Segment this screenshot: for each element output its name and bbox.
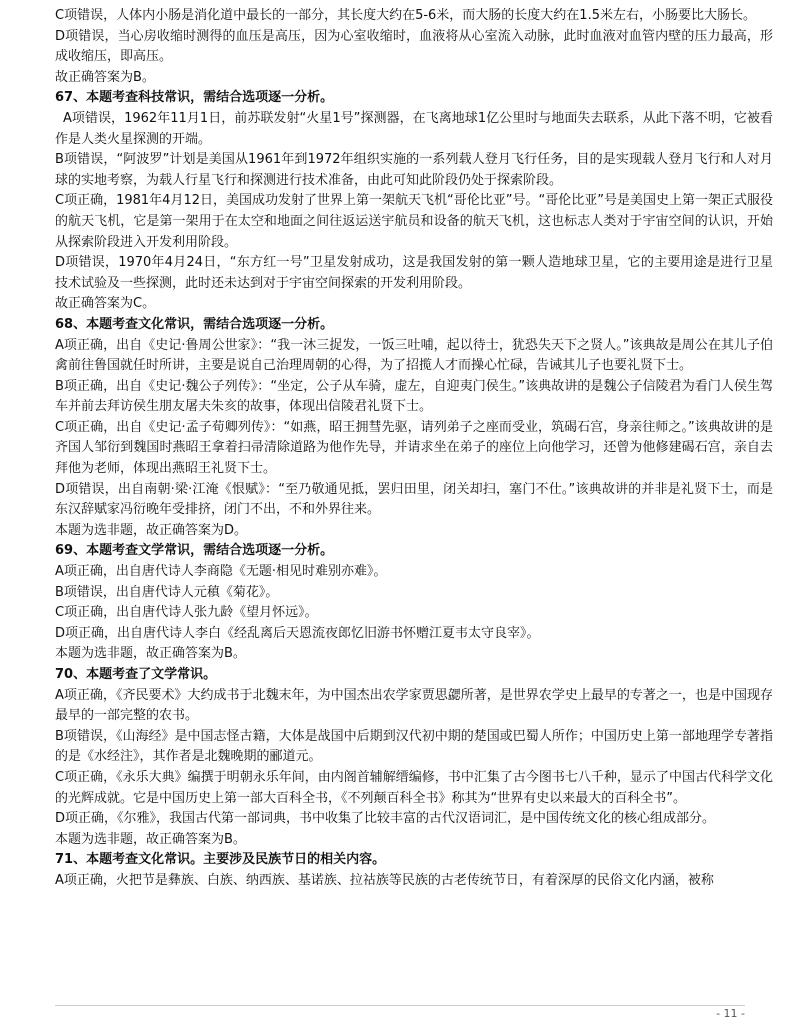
document-body [55, 6, 773, 892]
paragraph: B项错误，《山海经》是中国志怪古籍，大体是战国中后期到汉代初中期的楚国或巴蜀人所作；中国历史上第一部地理学专著指的是《水经注》，其作者是北魏晚期的郦道元。 [55, 728, 773, 765]
paragraph: D项错误，当心房收缩时测得的血压是高压，因为心室收缩时，血液将从心室流入动脉，此时血液对血管内壁的压力最高，形成收缩压，即高压。 [55, 28, 773, 65]
paragraph: A项正确，出自唐代诗人李商隐《无题·相见时难别亦难》。 [55, 564, 387, 580]
paragraph: B项错误，“阿波罗”计划是美国从1961年到1972年组织实施的一系列载人登月飞行任务，目的是实现载人登月飞行和人对月球的实地考察，为载人行星飞行和探测进行技术准备，由此可知此阶段仍处于探索阶段。 [55, 152, 773, 188]
paragraph: C项正确，《永乐大典》编撰于明朝永乐年间，由内阁首辅解缙编修，书中汇集了古今图书七八千种，显示了中国古代科学文化的光辉成就。它是中国历史上第一部大百科全书，《不列颠百科全书》称其为“世界有史以来最大的百科全书”。 [55, 769, 773, 806]
paragraph: 本题为选非题，故正确答案为B。 [55, 831, 246, 847]
paragraph: 故正确答案为C。 [55, 296, 156, 312]
question-heading: 69、本题考查文学常识，需结合选项逐一分析。 [55, 543, 334, 559]
question-heading: 70、本题考查了文学常识。 [55, 667, 217, 682]
paragraph: D项错误，出自南朝·梁·江淹《恨赋》：“至乃敬通见抵，罢归田里，闭关却扫，塞门不仕。”该典故讲的并非是礼贤下士，而是东汉辞赋家冯衍晚年受排挤，闭门不出，不和外界往来。 [55, 481, 773, 518]
paragraph: C项正确，出自《史记·孟子荀卿列传》：“如燕，昭王拥彗先驱，请列弟子之座而受业，筑碣石宫，身亲往师之。”该典故讲的是齐国人邹衍到魏国时燕昭王拿着扫帚清除道路为他作先导，并请求坐在弟子的座位上向他学习，还曾为他修建碣石宫，亲自去拜他为老师，体现出燕昭王礼贤下士。 [55, 419, 773, 477]
paragraph: 故正确答案为B。 [55, 69, 155, 85]
paragraph: B项错误，出自唐代诗人元稹《菊花》。 [55, 584, 279, 600]
page-footer [0, 1005, 800, 1035]
paragraph: A项正确，《齐民要术》大约成书于北魏末年，为中国杰出农学家贾思勰所著，是世界农学史上最早的专著之一，也是中国现存最早的一部完整的农书。 [55, 687, 773, 724]
paragraph: A项正确，火把节是彝族、白族、纳西族、基诺族、拉祜族等民族的古老传统节日，有着深厚的民俗文化内涵，被称 [55, 872, 714, 888]
page-number: - 11 - [716, 1007, 745, 1020]
paragraph: C项正确，1981年4月12日，美国成功发射了世界上第一架航天飞机“哥伦比亚”号。“哥伦比亚”号是美国史上第一架正式服役的航天飞机，它是第一架用于在太空和地面之间往返运送宇航员和设备的航天飞机，这也标志人类对于宇宙空间的认识，开始从探索阶段进入开发利用阶段。 [55, 193, 773, 250]
footer-rule [55, 1005, 745, 1006]
question-heading: 67、本题考查科技常识，需结合选项逐一分析。 [55, 90, 334, 106]
paragraph: D项正确，《尔雅》，我国古代第一部词典，书中收集了比较丰富的古代汉语词汇，是中国传统文化的核心组成部分。 [55, 811, 716, 827]
paragraph: D项正确，出自唐代诗人李白《经乱离后天恩流夜郎忆旧游书怀赠江夏韦太守良宰》。 [55, 625, 540, 641]
paragraph: B项正确，出自《史记·魏公子列传》：“坐定，公子从车骑，虚左，自迎夷门侯生。”该典故讲的是魏公子信陵君为看门人侯生驾车并前去拜访侯生朋友屠夫朱亥的故事，体现出信陵君礼贤下士。 [55, 378, 773, 415]
question-heading: 68、本题考查文化常识，需结合选项逐一分析。 [55, 316, 334, 332]
paragraph: 本题为选非题，故正确答案为B。 [55, 646, 246, 662]
paragraph: A项错误，1962年11月1日，前苏联发射“火星1号”探测器，在飞离地球1亿公里时与地面失去联系，从此下落不明，它被看作是人类火星探测的开端。 [55, 110, 773, 147]
paragraph: 本题为选非题，故正确答案为D。 [55, 522, 248, 538]
paragraph: C项错误，人体内小肠是消化道中最长的一部分，其长度大约在5-6米，而大肠的长度大约在1.5米左右，小肠要比大肠长。 [55, 8, 756, 23]
paragraph: D项错误，1970年4月24日，“东方红一号”卫星发射成功，这是我国发射的第一颗人造地球卫星，它的主要用途是进行卫星技术试验及一些探测，此时还未达到对于宇宙空间探索的开发利用阶段。 [55, 255, 773, 291]
paragraph: C项正确，出自唐代诗人张九龄《望月怀远》。 [55, 605, 318, 621]
paragraph: A项正确，出自《史记·鲁周公世家》：“我一沐三捉发，一饭三吐哺，起以待士，犹恐失天下之贤人。”该典故是周公在其儿子伯禽前往鲁国就任时所讲，主要是说自己治理周朝的心得，为了招揽人才而操心忙碌，告诫其儿子也要礼贤下士。 [55, 337, 773, 374]
question-heading: 71、本题考查文化常识。主要涉及民族节日的相关内容。 [55, 852, 386, 868]
